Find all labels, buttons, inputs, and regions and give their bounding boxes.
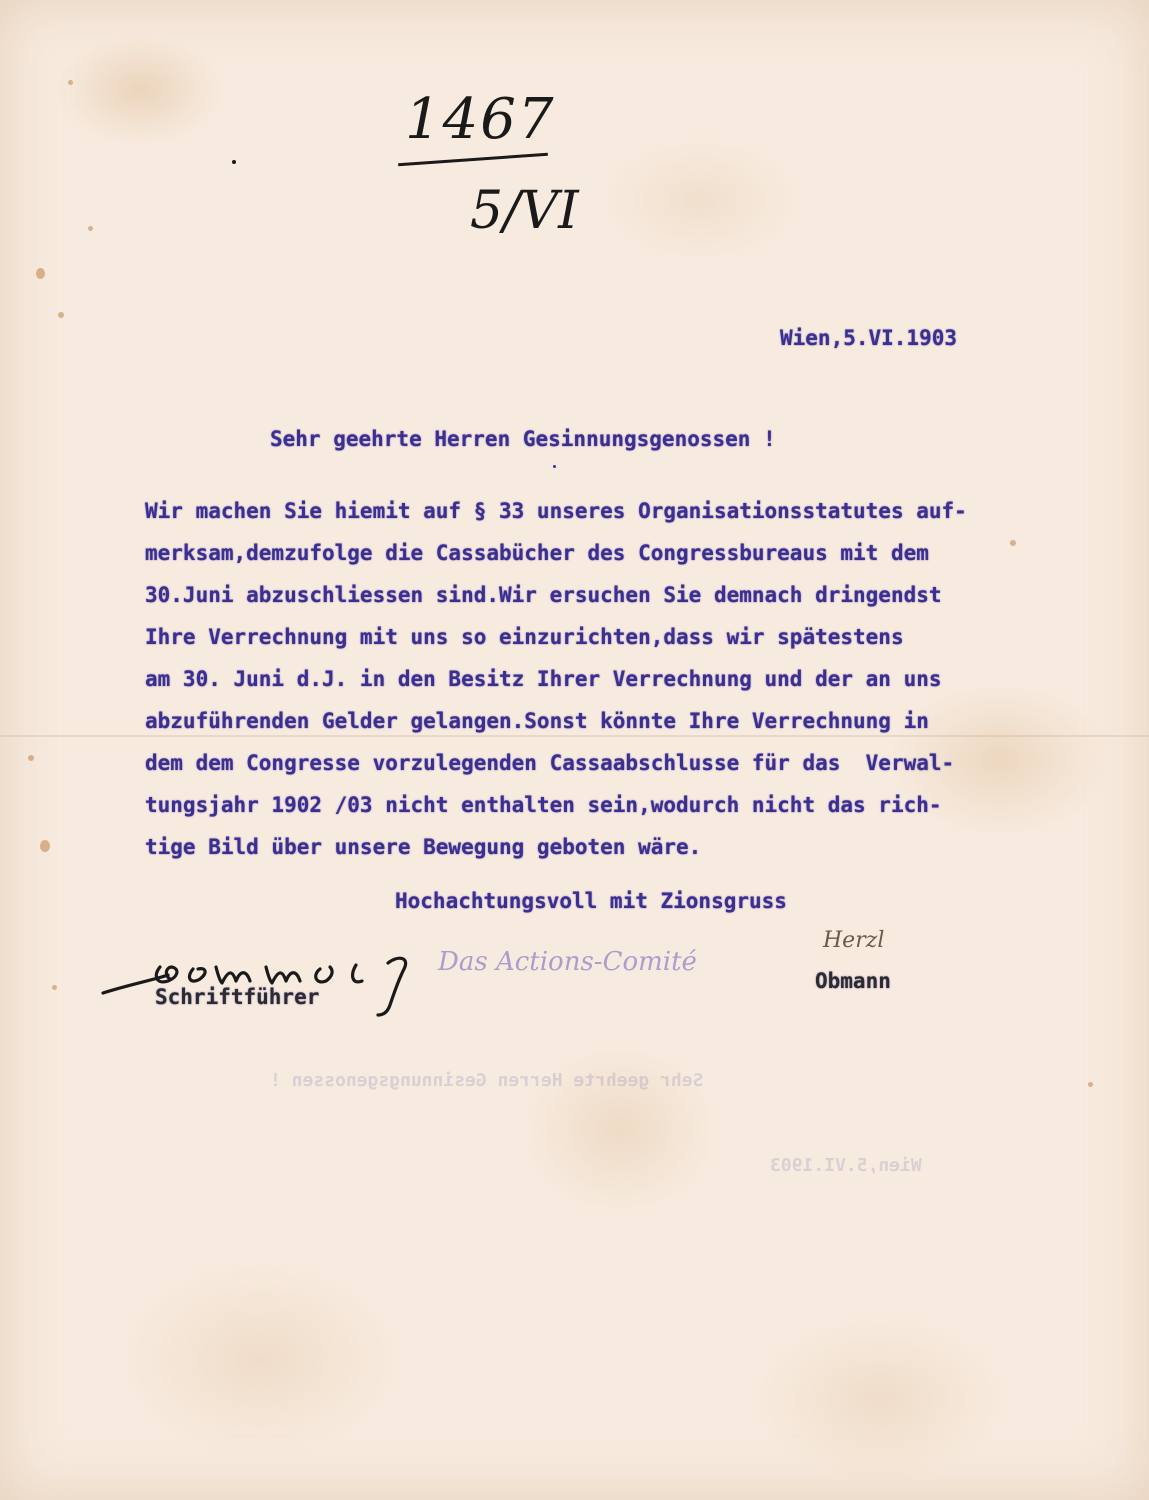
archive-date: 5/VI (470, 181, 579, 241)
stain (68, 80, 73, 85)
stain (36, 268, 45, 279)
secretary-title: Schriftführer (155, 985, 320, 1009)
body-line: 30.Juni abzuschliessen sind.Wir ersuchen Sie demnach dringendst (145, 583, 942, 607)
body-line: am 30. Juni d.J. in den Besitz Ihrer Verrechnung und der an uns (145, 667, 942, 691)
stain (52, 985, 57, 990)
stain (88, 226, 93, 231)
stain (28, 755, 34, 761)
letter-body (145, 490, 967, 868)
chair-title: Obmann (815, 969, 891, 993)
body-line: tungsjahr 1902 /03 nicht enthalten sein,wodurch nicht das rich- (145, 793, 942, 817)
body-line: merksam,demzufolge die Cassabücher des Congressbureaus mit dem (145, 541, 929, 565)
stain (58, 312, 64, 318)
body-line: tige Bild über unsere Bewegung geboten wäre. (145, 835, 702, 859)
stain (1088, 1082, 1093, 1087)
chair-signature: Herzl (823, 928, 885, 953)
committee-stamp: Das Actions-Comité (438, 947, 697, 977)
offset-salutation: Sehr geehrte Herren Gesinnungsgenossen ! (270, 1070, 704, 1091)
letter-salutation: Sehr geehrte Herren Gesinnungsgenossen ! (270, 427, 776, 451)
stain (232, 160, 236, 164)
letter-closing: Hochachtungsvoll mit Zionsgruss (395, 889, 787, 913)
body-line: abzuführenden Gelder gelangen.Sonst könnte Ihre Verrechnung in (145, 709, 929, 733)
offset-date: Wien,5.VI.1903 (770, 1155, 922, 1176)
body-line: dem dem Congresse vorzulegenden Cassaabschlusse für das Verwal- (145, 751, 955, 775)
stain (553, 465, 556, 468)
archive-number: 1467 (405, 87, 556, 152)
body-line: Ihre Verrechnung mit uns so einzurichten,dass wir spätestens (145, 625, 904, 649)
archive-number-underline (398, 153, 548, 166)
body-line: Wir machen Sie hiemit auf § 33 unseres Organisationsstatutes auf- (145, 499, 967, 523)
stain (40, 840, 50, 852)
letter-date: Wien,5.VI.1903 (780, 326, 958, 350)
stain (1010, 540, 1016, 546)
